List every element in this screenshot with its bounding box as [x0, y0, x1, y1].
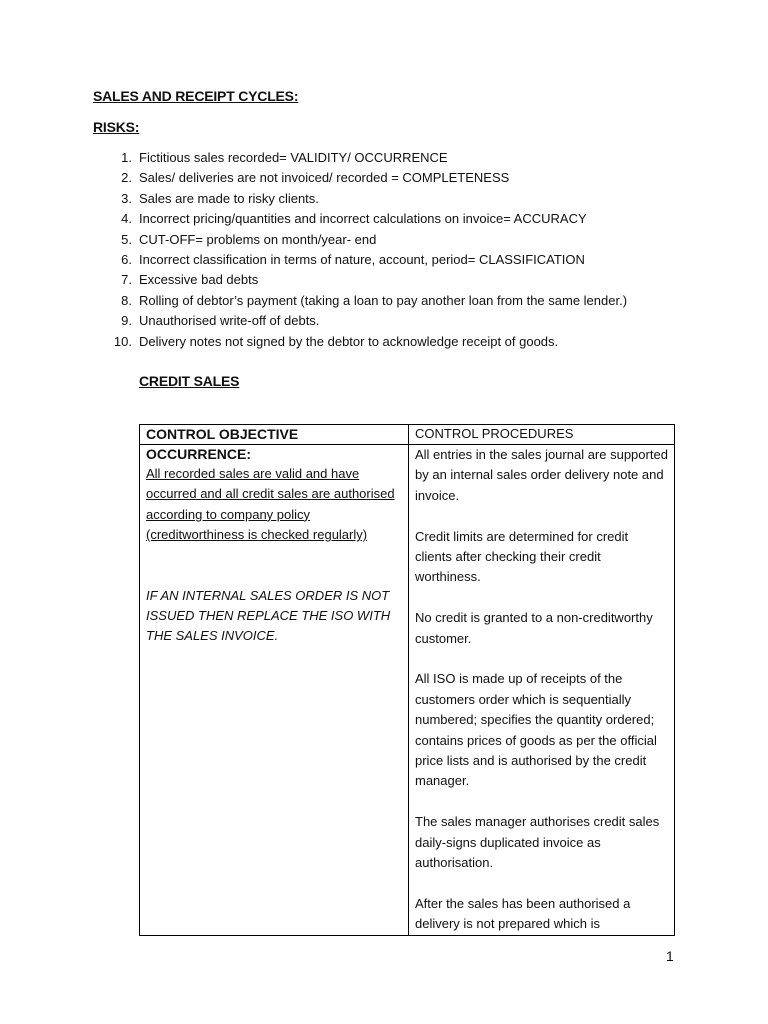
procedure-paragraph: No credit is granted to a non-creditworthy customer.	[415, 610, 653, 646]
list-item-number: 5.	[121, 231, 132, 247]
list-item	[110, 189, 627, 209]
list-item-text: Incorrect pricing/quantities and incorrect calculations on invoice= ACCURACY	[139, 211, 587, 227]
list-item-number: 6.	[121, 252, 132, 268]
table-header-row	[140, 425, 675, 445]
list-item-text: Excessive bad debts	[139, 272, 259, 288]
control-objective-cell	[140, 445, 409, 936]
list-item	[110, 270, 627, 290]
list-item-text: Incorrect classification in terms of nature, account, period= CLASSIFICATION	[139, 252, 585, 268]
procedure-paragraph: The sales manager authorises credit sales daily-signs duplicated invoice as authorisation.	[415, 814, 660, 871]
procedure-paragraph: All entries in the sales journal are supported by an internal sales order delivery note and invoice.	[415, 447, 668, 503]
list-item-number: 1.	[121, 150, 132, 165]
list-item	[110, 230, 627, 250]
occurrence-note: IF AN INTERNAL SALES ORDER IS NOT ISSUED THEN REPLACE THE ISO WITH THE SALES INVOICE.	[146, 587, 391, 644]
list-item-number: 10.	[113, 333, 132, 349]
credit-sales-heading: CREDIT SALES	[139, 373, 240, 389]
list-item-text: Sales are made to risky clients.	[139, 190, 319, 206]
list-item	[110, 209, 627, 229]
list-item-text: CUT-OFF= problems on month/year- end	[139, 231, 377, 247]
list-item	[110, 250, 627, 270]
risks-list	[110, 148, 627, 352]
list-item-text: Sales/ deliveries are not invoiced/ recorded = COMPLETENESS	[139, 170, 510, 186]
table-header-control-objective: CONTROL OBJECTIVE	[140, 425, 409, 445]
document-title: SALES AND RECEIPT CYCLES:	[93, 88, 299, 104]
risks-heading: RISKS:	[93, 119, 140, 135]
list-item-number: 2.	[121, 170, 132, 186]
list-item-number: 9.	[121, 313, 132, 329]
list-item	[110, 332, 627, 352]
list-item	[110, 168, 627, 188]
list-item-number: 8.	[121, 292, 132, 308]
occurrence-title: OCCURRENCE:	[146, 446, 251, 462]
list-item-text: Delivery notes not signed by the debtor to acknowledge receipt of goods.	[139, 333, 559, 349]
table-row	[140, 445, 675, 936]
list-item-text: Rolling of debtor’s payment (taking a loan to pay another loan from the same lender.)	[139, 292, 628, 308]
table-header-control-procedures: CONTROL PROCEDURES	[409, 425, 675, 445]
list-item-number: 7.	[121, 272, 132, 288]
list-item-text: Unauthorised write-off of debts.	[139, 313, 320, 329]
procedure-paragraph: After the sales has been authorised a delivery is not prepared which is	[415, 895, 631, 932]
page-number: 1	[666, 948, 674, 964]
list-item	[110, 148, 627, 168]
list-item-text: Fictitious sales recorded= VALIDITY/ OCCURRENCE	[139, 150, 448, 165]
procedure-paragraph: All ISO is made up of receipts of the customers order which is sequentially numbered; specifies the quantity ordered; contains prices of goods as per the official price lists and is authorised by the credit manager.	[415, 671, 657, 789]
control-procedures-cell	[409, 445, 675, 936]
control-table	[139, 424, 675, 936]
procedure-paragraph: Credit limits are determined for credit clients after checking their credit worthiness.	[415, 528, 629, 585]
list-item	[110, 311, 627, 331]
list-item	[110, 291, 627, 311]
list-item-number: 4.	[121, 211, 132, 227]
list-item-number: 3.	[121, 190, 132, 206]
occurrence-text: All recorded sales are valid and have occurred and all credit sales are authorised according to company policy (creditworthiness is checked regularly)	[146, 466, 395, 543]
